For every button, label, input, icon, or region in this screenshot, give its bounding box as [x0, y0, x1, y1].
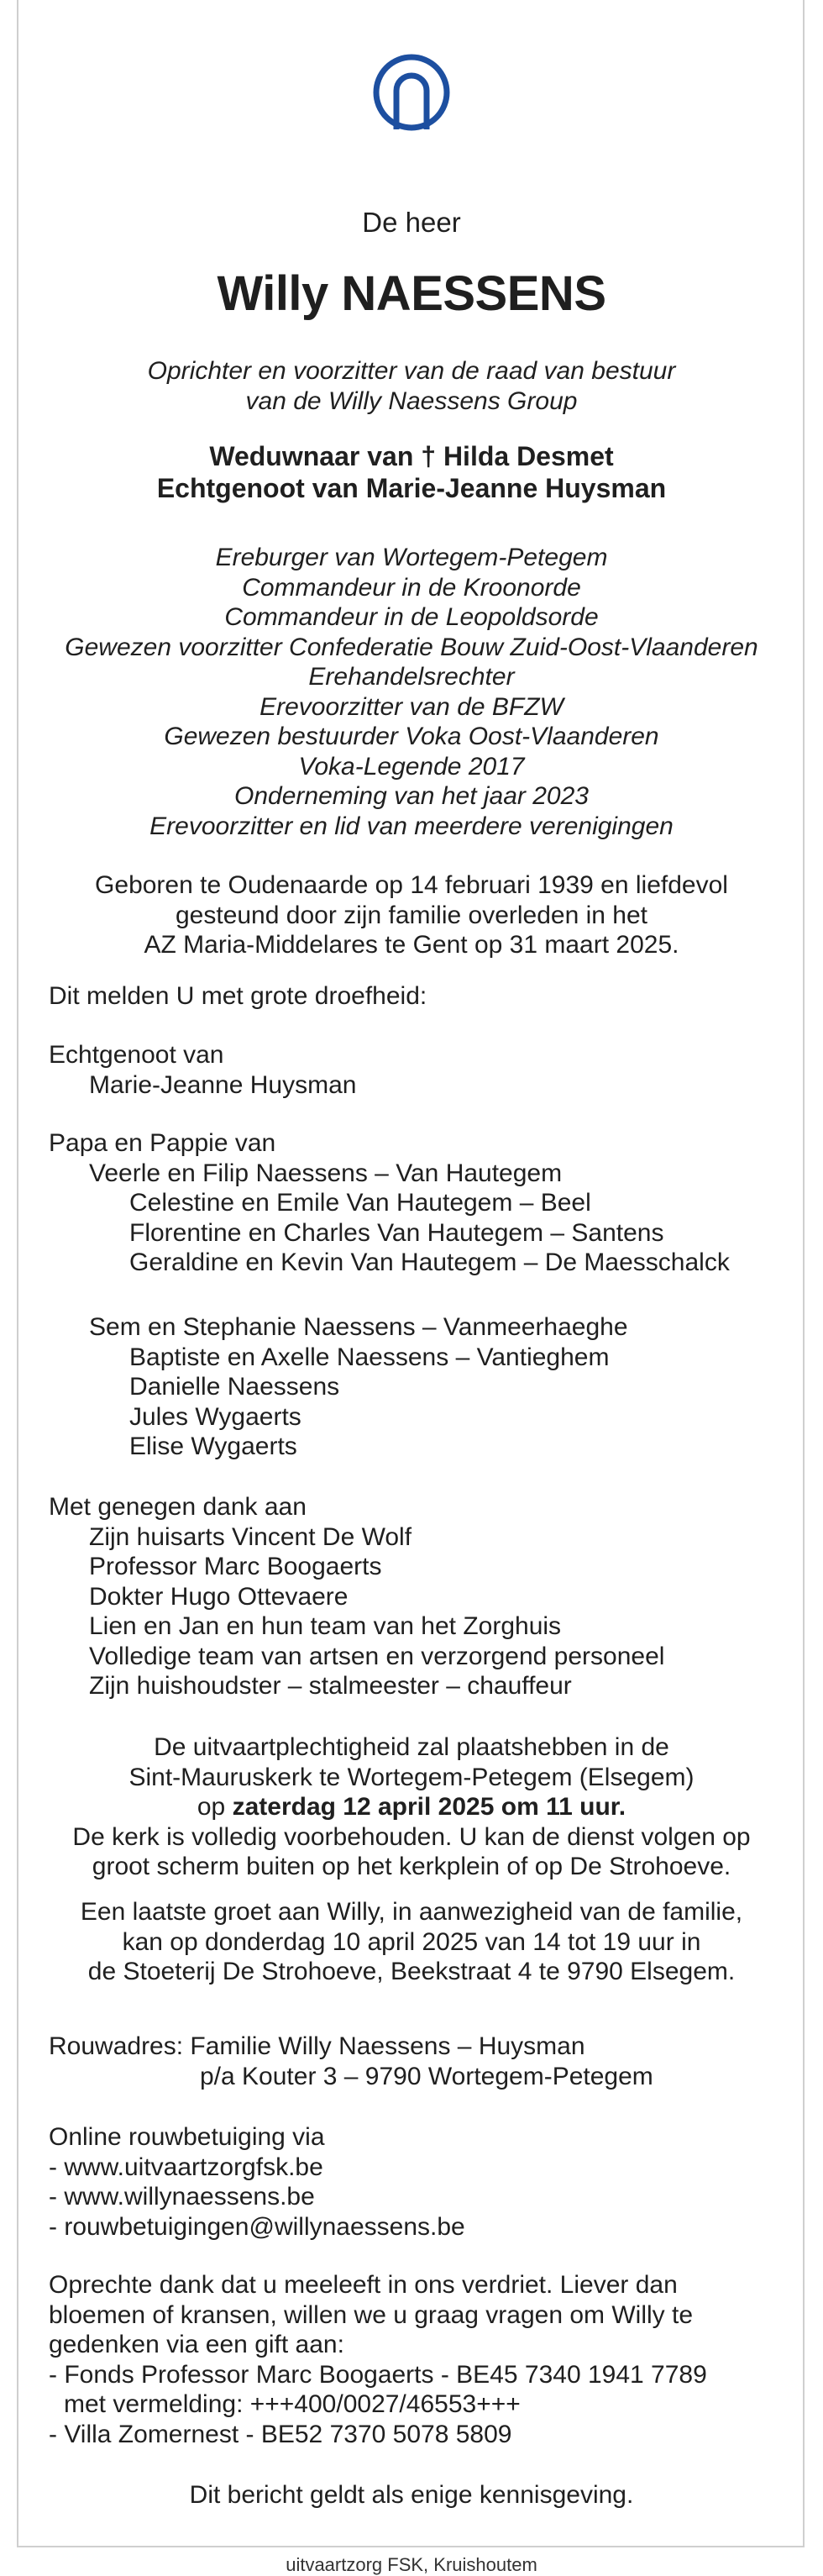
- thanks-item: Lien en Jan en hun team van het Zorghuis: [89, 1612, 562, 1640]
- ceremony-block: [18, 1732, 805, 1882]
- ceremony-line: groot scherm buiten op het kerkplein of op De Strohoeve.: [92, 1853, 731, 1880]
- gift-line: - Villa Zomernest - BE52 7370 5078 5809: [49, 2420, 512, 2448]
- family-parents: Sem en Stephanie Naessens – Vanmeerhaeghe: [89, 1313, 628, 1341]
- gift-line: Oprechte dank dat u meeleeft in ons verdriet. Liever dan: [49, 2271, 678, 2299]
- online-link[interactable]: - rouwbetuigingen@willynaessens.be: [49, 2212, 465, 2241]
- honour-item: Gewezen bestuurder Voka Oost-Vlaanderen: [164, 723, 659, 750]
- honour-item: Onderneming van het jaar 2023: [234, 782, 589, 810]
- closing-block: [18, 2480, 805, 2510]
- ceremony-date-line: [18, 1792, 805, 1822]
- birth-line: Geboren te Oudenaarde op 14 februari 1939 en liefdevol: [95, 871, 728, 899]
- online-link[interactable]: - www.uitvaartzorgfsk.be: [49, 2153, 323, 2181]
- widower-line: Weduwnaar van † Hilda Desmet: [209, 441, 614, 471]
- gift-line: - Fonds Professor Marc Boogaerts - BE45 7340 1941 7789: [49, 2360, 707, 2389]
- honour-item: Voka-Legende 2017: [298, 752, 525, 781]
- honour-item: Erevoorzitter van de BFZW: [259, 692, 564, 721]
- gift-line: gedenken via een gift aan:: [49, 2331, 344, 2358]
- closing-text: Dit bericht geldt als enige kennisgeving.: [189, 2481, 634, 2509]
- deceased-name: Willy NAESSENS: [217, 266, 606, 321]
- birth-death-block: [18, 870, 805, 960]
- farewell-line: de Stoeterij De Strohoeve, Beekstraat 4 te 9790 Elsegem.: [87, 1958, 736, 1985]
- grandchild-line: Jules Wygaerts: [129, 1402, 301, 1431]
- spouse-block: [49, 1040, 356, 1100]
- salutation: De heer: [362, 207, 461, 238]
- children-block: [49, 1128, 730, 1278]
- thanks-item: Zijn huishoudster – stalmeester – chauffeur: [89, 1672, 572, 1700]
- spouse-heading: Echtgenoot van: [49, 1041, 224, 1069]
- gifts-block: [49, 2270, 707, 2449]
- announcement-text: Dit melden U met grote droefheid:: [49, 982, 427, 1010]
- honour-item: Erehandelsrechter: [308, 663, 515, 691]
- grandchild-line: Baptiste en Axelle Naessens – Vantieghem: [129, 1343, 610, 1371]
- family2-block: [49, 1312, 628, 1462]
- spouse-line: Echtgenoot van Marie-Jeanne Huysman: [156, 473, 667, 503]
- address-line: p/a Kouter 3 – 9790 Wortegem-Petegem: [200, 2062, 653, 2090]
- thanks-block: [49, 1492, 664, 1701]
- online-link[interactable]: - www.willynaessens.be: [49, 2183, 315, 2211]
- grandchild-line: Geraldine en Kevin Van Hautegem – De Maesschalck: [129, 1249, 730, 1276]
- gift-line: met vermelding: +++400/0027/46553+++: [64, 2390, 521, 2418]
- ceremony-date: zaterdag 12 april 2025 om 11 uur.: [232, 1793, 626, 1821]
- farewell-block: [18, 1897, 805, 1987]
- ceremony-line: Sint-Mauruskerk te Wortegem-Petegem (Elsegem): [128, 1763, 695, 1791]
- gift-line: bloemen of kransen, willen we u graag vragen om Willy te: [49, 2300, 694, 2329]
- thanks-heading: Met genegen dank aan: [49, 1493, 307, 1521]
- grandchild-line: Florentine en Charles Van Hautegem – Santens: [129, 1218, 664, 1247]
- address-line: Rouwadres: Familie Willy Naessens – Huysman: [49, 2032, 585, 2060]
- honour-item: Commandeur in de Kroonorde: [242, 573, 581, 602]
- grandchild-line: Danielle Naessens: [129, 1373, 340, 1401]
- honour-item: Ereburger van Wortegem-Petegem: [215, 544, 608, 571]
- birth-line: AZ Maria-Middelares te Gent op 31 maart 2025.: [144, 931, 679, 959]
- honours-list: [18, 543, 805, 841]
- role-line: Oprichter en voorzitter van de raad van bestuur: [147, 357, 676, 385]
- grandchild-line: Elise Wygaerts: [129, 1433, 297, 1460]
- announcement: [49, 981, 427, 1012]
- honour-item: Commandeur in de Leopoldsorde: [224, 603, 599, 631]
- honour-item: Erevoorzitter en lid van meerdere verenigingen: [149, 812, 674, 840]
- role-block: [18, 356, 805, 416]
- online-block: [49, 2122, 465, 2242]
- thanks-item: Professor Marc Boogaerts: [89, 1553, 382, 1580]
- funeral-home-credit: uitvaartzorg FSK, Kruishoutem: [286, 2554, 537, 2575]
- relations-block: [18, 440, 805, 504]
- role-line: van de Willy Naessens Group: [245, 386, 578, 415]
- address-block: [49, 2032, 653, 2091]
- birth-line: gesteund door zijn familie overleden in het: [175, 901, 648, 929]
- thanks-item: Volledige team van artsen en verzorgend personeel: [89, 1642, 665, 1670]
- thanks-item: Dokter Hugo Ottevaere: [89, 1582, 349, 1611]
- grandchild-line: Celestine en Emile Van Hautegem – Beel: [129, 1189, 591, 1217]
- thanks-item: Zijn huisarts Vincent De Wolf: [89, 1522, 412, 1551]
- family-parents: Veerle en Filip Naessens – Van Hautegem: [89, 1159, 563, 1187]
- funeral-home-logo-icon: [373, 54, 450, 155]
- ceremony-line: De kerk is volledig voorbehouden. U kan de dienst volgen op: [72, 1822, 751, 1851]
- farewell-line: kan op donderdag 10 april 2025 van 14 tot 19 uur in: [122, 1927, 701, 1956]
- ceremony-op: op: [197, 1793, 226, 1821]
- spouse-name: Marie-Jeanne Huysman: [89, 1070, 357, 1099]
- online-heading: Online rouwbetuiging via: [49, 2123, 325, 2151]
- children-heading: Papa en Pappie van: [49, 1129, 276, 1157]
- honour-item: Gewezen voorzitter Confederatie Bouw Zuid-Oost-Vlaanderen: [65, 633, 758, 661]
- ceremony-line: De uitvaartplechtigheid zal plaatshebben in de: [154, 1733, 669, 1761]
- farewell-line: Een laatste groet aan Willy, in aanwezigheid van de familie,: [80, 1898, 743, 1926]
